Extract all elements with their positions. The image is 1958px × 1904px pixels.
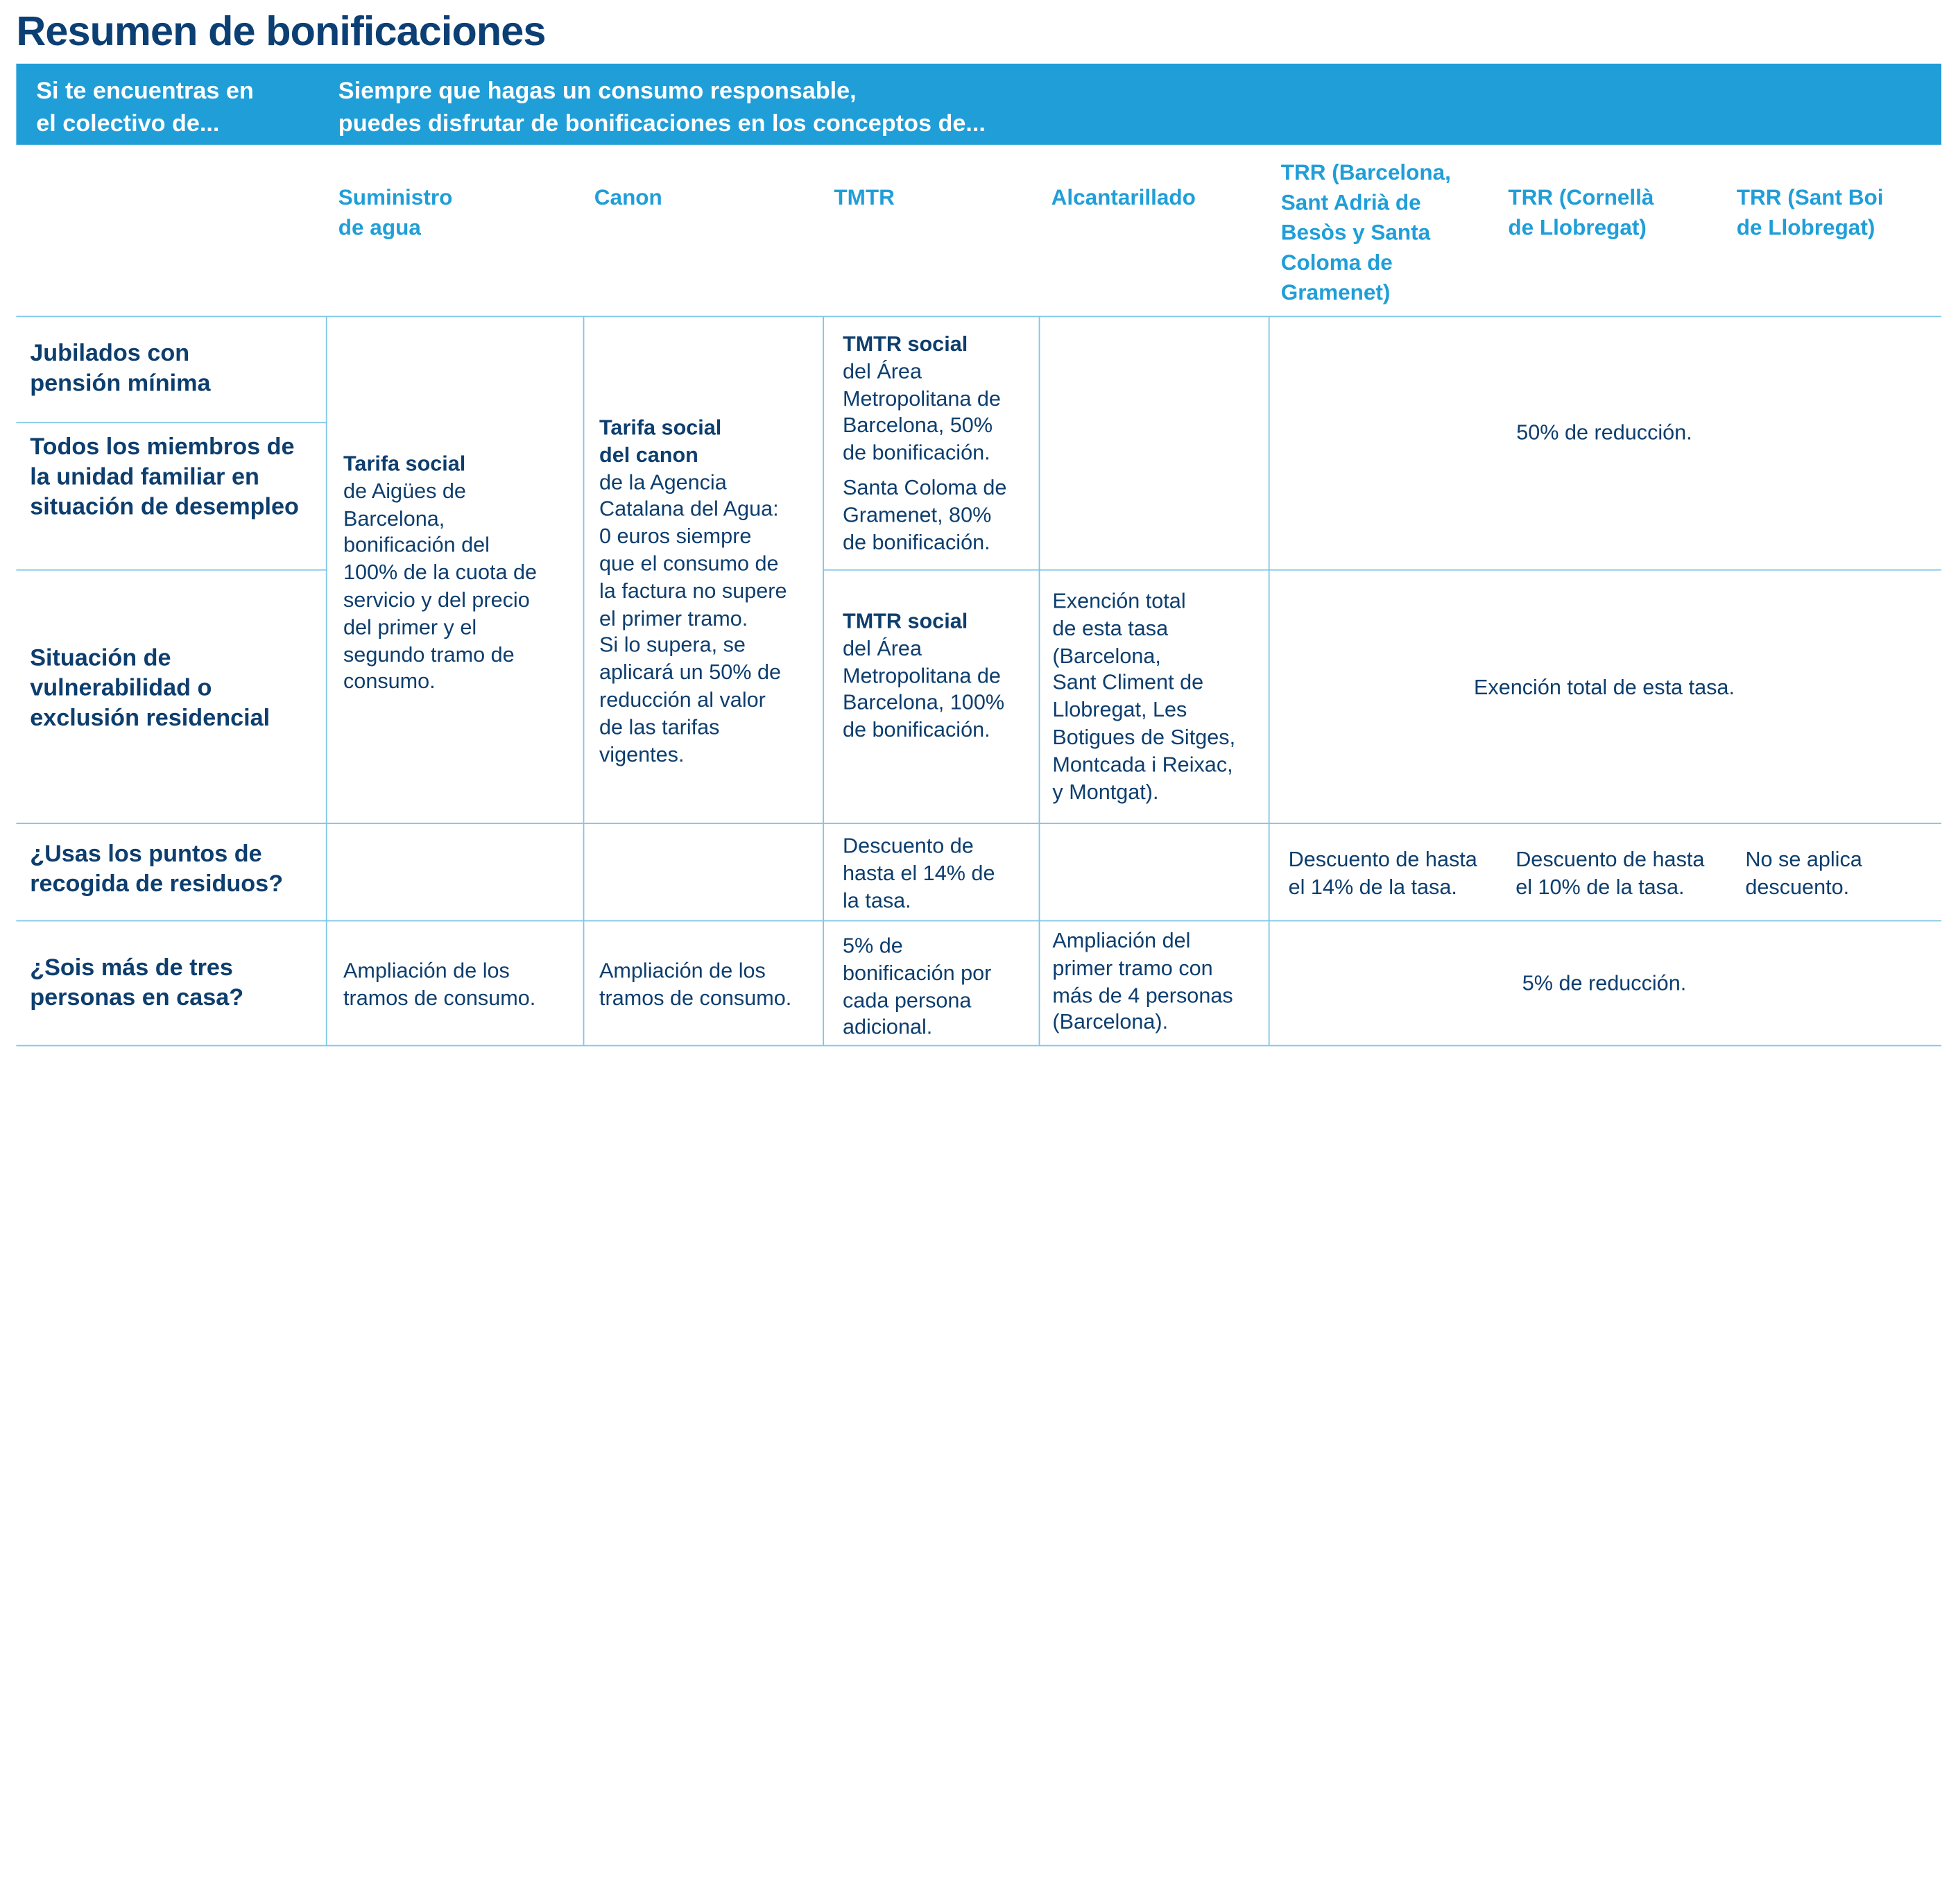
cell-trr-exencion: Exención total de esta tasa.	[1474, 675, 1735, 699]
cell-tmtr-residuos	[843, 833, 995, 915]
cell-line: de bonificación.	[843, 718, 990, 742]
cell-line: Llobregat, Les	[1052, 698, 1187, 722]
banner-left-line: Si te encuentras en	[36, 78, 254, 105]
cell-line: Barcelona, 50%	[843, 413, 993, 438]
cell-line: bonificación del	[343, 533, 490, 558]
column-header-line: TRR (Sant Boi	[1736, 185, 1884, 210]
cell-line: de Aigües de	[343, 479, 466, 504]
cell-line: vigentes.	[599, 742, 685, 766]
row-label-jubilados	[30, 340, 210, 400]
table-divider	[823, 569, 1941, 571]
row-label-personas	[30, 954, 243, 1013]
cell-line: tramos de consumo.	[343, 986, 536, 1010]
cell-line: que el consumo de	[599, 551, 779, 576]
cell-bold-heading: Tarifa social	[599, 415, 722, 440]
row-label-line: ¿Usas los puntos de	[30, 841, 262, 868]
cell-line: Catalana del Agua:	[599, 497, 779, 522]
row-label-line: Jubilados con	[30, 341, 190, 368]
cell-line: cada persona	[843, 988, 972, 1013]
cell-trr-barcelona-residuos	[1289, 846, 1477, 900]
banner-right-line: puedes disfrutar de bonificaciones en los conceptos de...	[338, 111, 986, 137]
row-label-line: Situación de	[30, 645, 171, 672]
column-header-line: Alcantarillado	[1051, 185, 1196, 210]
banner-left	[36, 76, 336, 141]
cell-line: Santa Coloma de	[843, 475, 1007, 499]
cell-line: Barcelona, 100%	[843, 691, 1005, 715]
table-divider	[16, 422, 327, 423]
column-header-trr-cornella	[1508, 182, 1654, 242]
row-label-line: ¿Sois más de tres	[30, 955, 233, 981]
page-title: Resumen de bonificaciones	[16, 7, 546, 54]
cell-line: Gramenet, 80%	[843, 503, 992, 527]
cell-bold-heading: TMTR social	[843, 332, 968, 356]
cell-line: de bonificación.	[843, 530, 990, 554]
cell-bold-heading: Tarifa social	[343, 452, 466, 476]
cell-suministro-tarifa-social	[343, 451, 537, 696]
cell-line: Exención total	[1052, 589, 1186, 613]
cell-line: consumo.	[343, 669, 436, 694]
cell-line: 0 euros siempre	[599, 524, 752, 549]
column-header-trr-barcelona	[1281, 157, 1451, 307]
column-header-line: Canon	[594, 185, 662, 210]
cell-line: primer tramo con	[1052, 956, 1213, 980]
cell-line: la tasa.	[843, 888, 911, 913]
column-header-alcantarillado	[1051, 182, 1196, 212]
cell-line: 100% de la cuota de	[343, 560, 538, 585]
cell-tmtr-social-50	[843, 331, 1006, 556]
cell-line: aplicará un 50% de	[599, 660, 781, 685]
column-header-line: Suministro	[338, 185, 453, 210]
cell-suministro-personas	[343, 958, 535, 1012]
cell-line: descuento.	[1745, 875, 1850, 899]
cell-line: Sant Climent de	[1052, 671, 1204, 695]
row-label-line: exclusión residencial	[30, 705, 270, 732]
row-label-vulnerabilidad	[30, 644, 270, 735]
column-header-tmtr	[834, 182, 894, 212]
cell-line: Descuento de	[843, 834, 974, 858]
row-label-line: personas en casa?	[30, 985, 244, 1011]
column-header-line: de Llobregat)	[1508, 214, 1647, 240]
cell-bold-heading: del canon	[599, 443, 698, 467]
banner-right	[338, 76, 1462, 141]
cell-line: de la Agencia	[599, 470, 727, 495]
cell-line: Metropolitana de	[843, 663, 1001, 688]
cell-line: Descuento de hasta	[1515, 848, 1705, 872]
column-header-line: Besòs y Santa	[1280, 219, 1431, 245]
cell-line: la factura no supere	[599, 578, 787, 603]
cell-line: Ampliación del	[1052, 929, 1191, 953]
row-label-desempleo	[30, 434, 299, 524]
cell-line: más de 4 personas	[1052, 983, 1233, 1007]
cell-alcantarillado-exencion	[1052, 588, 1235, 806]
table-divider	[1039, 316, 1040, 1045]
cell-line: hasta el 14% de	[843, 861, 995, 885]
cell-line: de bonificación.	[843, 440, 990, 465]
row-label-residuos	[30, 840, 283, 900]
table-divider	[326, 316, 327, 1045]
cell-line: de las tarifas	[599, 714, 720, 739]
cell-line: Botigues de Sitges,	[1052, 725, 1236, 749]
table-divider	[16, 316, 1941, 317]
cell-line: Descuento de hasta	[1288, 848, 1477, 872]
cell-tmtr-personas	[843, 933, 991, 1042]
cell-line: bonificación por	[843, 961, 992, 985]
column-header-line: TRR (Barcelona,	[1280, 160, 1451, 185]
cell-alcantarillado-personas	[1052, 927, 1233, 1036]
cell-line: (Barcelona).	[1052, 1010, 1169, 1035]
column-header-line: de agua	[338, 214, 421, 240]
cell-line: el 14% de la tasa.	[1288, 875, 1457, 899]
table-divider	[16, 569, 327, 571]
cell-line: del Área	[843, 636, 922, 660]
table-divider	[16, 823, 1941, 824]
cell-line: del primer y el	[343, 615, 477, 640]
cell-line: de esta tasa	[1052, 616, 1169, 641]
cell-line: segundo tramo de	[343, 642, 515, 667]
cell-line: tramos de consumo.	[599, 986, 792, 1010]
cell-trr-reduccion-50: 50% de reducción.	[1516, 420, 1692, 445]
row-label-line: vulnerabilidad o	[30, 675, 212, 702]
cell-tmtr-social-100	[843, 608, 1004, 744]
banner-right-line: Siempre que hagas un consumo responsable,	[338, 78, 857, 105]
row-label-line: pensión mínima	[30, 370, 211, 397]
table-divider	[583, 316, 585, 1045]
row-label-line: Todos los miembros de	[30, 434, 295, 461]
cell-line: Montcada i Reixac,	[1052, 753, 1233, 777]
cell-line: y Montgat).	[1052, 780, 1159, 804]
column-header-line: Sant Adrià de	[1280, 189, 1421, 215]
cell-line: 5% de	[843, 934, 903, 958]
cell-line: Barcelona,	[343, 506, 445, 531]
cell-line: servicio y del precio	[343, 588, 530, 612]
cell-line: adicional.	[843, 1015, 933, 1040]
column-header-line: de Llobregat)	[1736, 214, 1875, 240]
row-label-line: recogida de residuos?	[30, 871, 284, 898]
cell-line: Si lo supera, se	[599, 633, 746, 658]
column-header-canon	[594, 182, 662, 212]
column-header-line: Coloma de	[1280, 250, 1393, 275]
column-header-line: Gramenet)	[1280, 280, 1391, 305]
cell-bold-heading: TMTR social	[843, 609, 968, 633]
cell-line: Metropolitana de	[843, 386, 1001, 411]
cell-line: Ampliación de los	[599, 959, 766, 983]
table-divider	[16, 1045, 1941, 1047]
column-header-suministro	[338, 182, 453, 242]
cell-line: Ampliación de los	[343, 959, 510, 983]
cell-line: del Área	[843, 359, 922, 384]
cell-canon-tarifa-social	[599, 415, 787, 769]
cell-trr-santboi-residuos	[1745, 846, 1862, 900]
cell-canon-personas	[599, 958, 791, 1012]
column-header-line: TMTR	[834, 185, 895, 210]
cell-line: No se aplica	[1745, 848, 1862, 872]
column-header-line: TRR (Cornellà	[1508, 185, 1654, 210]
row-label-line: situación de desempleo	[30, 494, 299, 521]
cell-line: el 10% de la tasa.	[1515, 875, 1685, 899]
column-header-trr-santboi	[1737, 182, 1884, 242]
table-divider	[823, 316, 824, 1045]
cell-trr-reduccion-5: 5% de reducción.	[1522, 971, 1687, 995]
banner-left-line: el colectivo de...	[36, 111, 220, 137]
cell-line: el primer tramo.	[599, 606, 748, 631]
table-divider	[16, 920, 1941, 922]
cell-trr-cornella-residuos	[1515, 846, 1704, 900]
row-label-line: la unidad familiar en	[30, 464, 259, 491]
cell-line: reducción al valor	[599, 687, 766, 712]
cell-line: (Barcelona,	[1052, 644, 1161, 668]
header-banner	[16, 64, 1941, 145]
